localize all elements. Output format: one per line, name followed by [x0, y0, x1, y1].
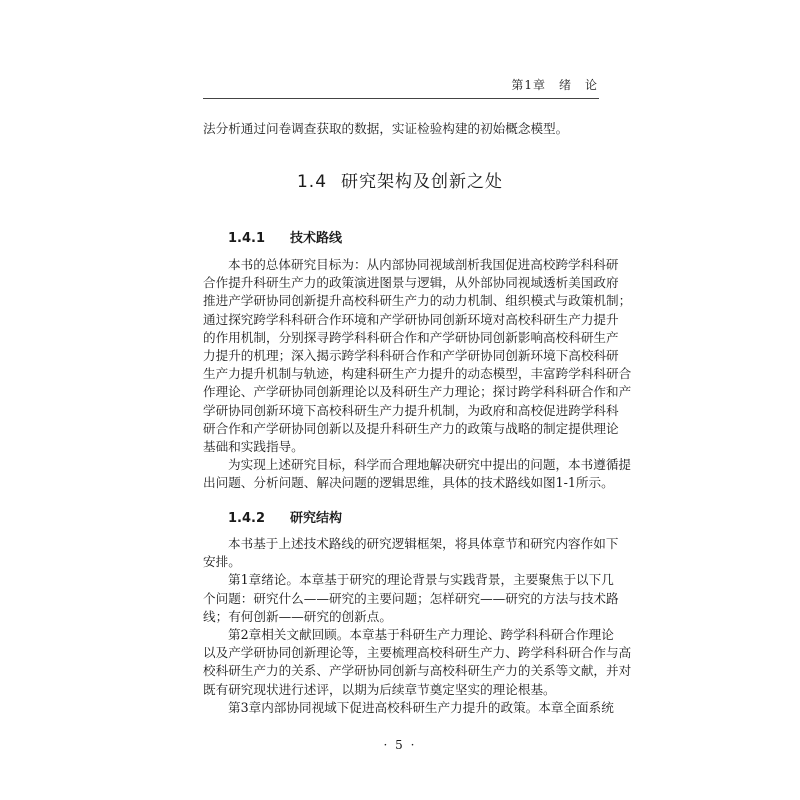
text-line: 生产力提升机制与轨迹，构建科研生产力提升的动态模型，丰富跨学科科研合 [203, 366, 632, 382]
text-line: 出问题、分析问题、解决问题的逻辑思维，具体的技术路线如图1-1所示。 [203, 475, 614, 491]
intro-paragraph [203, 120, 599, 138]
text-line: 第3章内部协同视域下促进高校科研生产力提升的政策。本章全面系统 [228, 699, 614, 715]
subsection-title: 研究结构 [290, 511, 343, 526]
text-line: 基础和实践指导。 [203, 438, 304, 454]
text-line: 本书的总体研究目标为：从内部协同视域剖析我国促进高校跨学科科研 [228, 257, 619, 272]
text-line: 的作用机制，分别探寻跨学科科研合作和产学研协同创新影响高校科研生产 [203, 329, 619, 345]
text-line: 安排。 [203, 554, 241, 570]
subsection-number: 1.4.2 [228, 511, 266, 526]
section-number: 1.4 [296, 172, 328, 192]
text-line: 通过探究跨学科科研合作环境和产学研协同创新环境对高校科研生产力提升 [203, 311, 619, 327]
text-line: 合作提升科研生产力的政策演进图景与逻辑，从外部协同视域透析美国政府 [203, 275, 619, 291]
text-line: 线；有何创新——研究的创新点。 [203, 608, 392, 624]
text-line: 以及产学研协同创新理论等，主要梳理高校科研生产力、跨学科科研合作与高 [203, 645, 632, 661]
subsection-heading-1 [228, 227, 342, 246]
page-number: · 5 · [383, 738, 417, 752]
text-line: 法分析通过问卷调查获取的数据，实证检验构建的初始概念模型。 [203, 121, 569, 136]
text-line: 力提升的机理；深入揭示跨学科科研合作和产学研协同创新环境下高校科研 [203, 347, 619, 363]
text-line: 学研协同创新环境下高校科研生产力提升机制，为政府和高校促进跨学科科 [203, 402, 619, 418]
text-line: 校科研生产力的关系、产学研协同创新与高校科研生产力的关系等文献，并对 [203, 663, 632, 679]
text-line: 本书基于上述技术路线的研究逻辑框架，将具体章节和研究内容作如下 [228, 536, 619, 551]
header-rule [203, 98, 599, 99]
subsection-number: 1.4.1 [228, 231, 266, 246]
section-title: 研究架构及创新之处 [341, 172, 504, 192]
technical-route-body [203, 256, 632, 492]
running-header: 第1章 绪 论 [511, 78, 598, 92]
research-structure-body [203, 535, 632, 717]
text-line: 推进产学研协同创新提升高校科研生产力的动力机制、组织模式与政策机制； [203, 293, 632, 309]
text-line: 既有研究现状进行述评，以期为后续章节奠定坚实的理论根基。 [203, 681, 556, 697]
text-line: 为实现上述研究目标，科学而合理地解决研究中提出的问题，本书遵循提 [228, 457, 631, 473]
subsection-title: 技术路线 [290, 231, 343, 246]
subsection-heading-2 [228, 507, 342, 526]
text-line: 第2章相关文献回顾。本章基于科研生产力理论、跨学科科研合作理论 [228, 626, 614, 642]
section-heading [0, 167, 800, 192]
text-line: 个问题：研究什么——研究的主要问题；怎样研究——研究的方法与技术路 [203, 590, 619, 606]
text-line: 作理论、产学研协同创新理论以及科研生产力理论；探讨跨学科科研合作和产 [203, 384, 632, 400]
text-line: 研合作和产学研协同创新以及提升科研生产力的政策与战略的制定提供理论 [203, 420, 619, 436]
text-line: 第1章绪论。本章基于研究的理论背景与实践背景，主要聚焦于以下几 [228, 572, 614, 588]
